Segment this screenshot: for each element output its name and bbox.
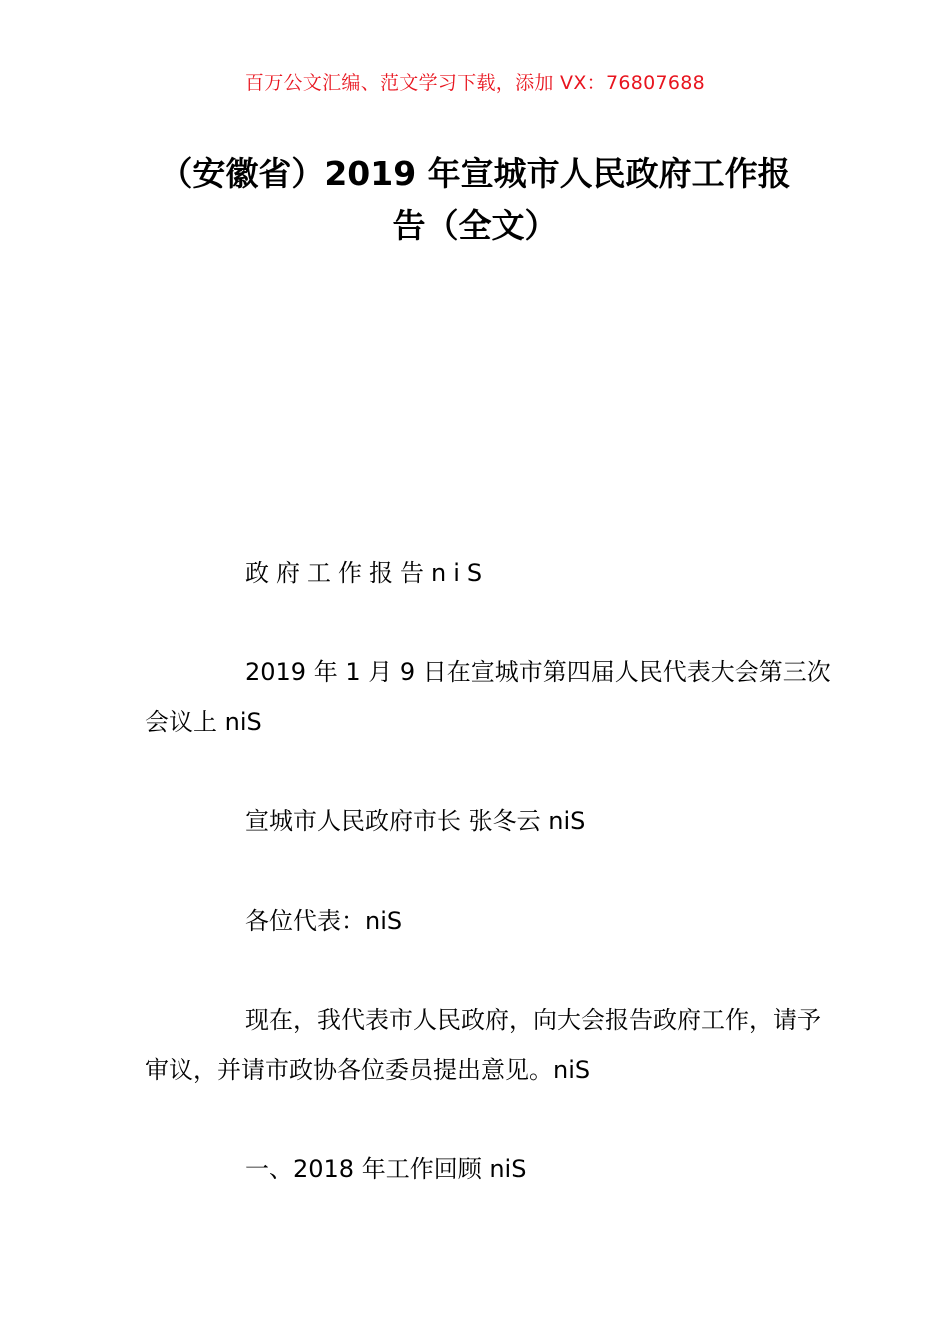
download-notice: 百万公文汇编、范文学习下载，添加 VX：76807688	[244, 72, 706, 94]
paragraph-salutation: 各位代表：niS	[245, 907, 403, 935]
paragraph-report-name: 政府工作报告niS	[245, 559, 490, 587]
section-heading-review: 一、2018 年工作回顾 niS	[245, 1155, 527, 1183]
paragraph-opening: 现在，我代表市人民政府，向大会报告政府工作，请予审议，并请市政协各位委员提出意见。niS	[145, 1006, 821, 1084]
paragraph-meeting-date: 2019 年 1 月 9 日在宣城市第四届人民代表大会第三次会议上 niS	[145, 658, 831, 736]
document-title: （安徽省）2019 年宣城市人民政府工作报告（全文）	[159, 154, 791, 245]
paragraph-mayor: 宣城市人民政府市长 张冬云 niS	[245, 807, 586, 835]
